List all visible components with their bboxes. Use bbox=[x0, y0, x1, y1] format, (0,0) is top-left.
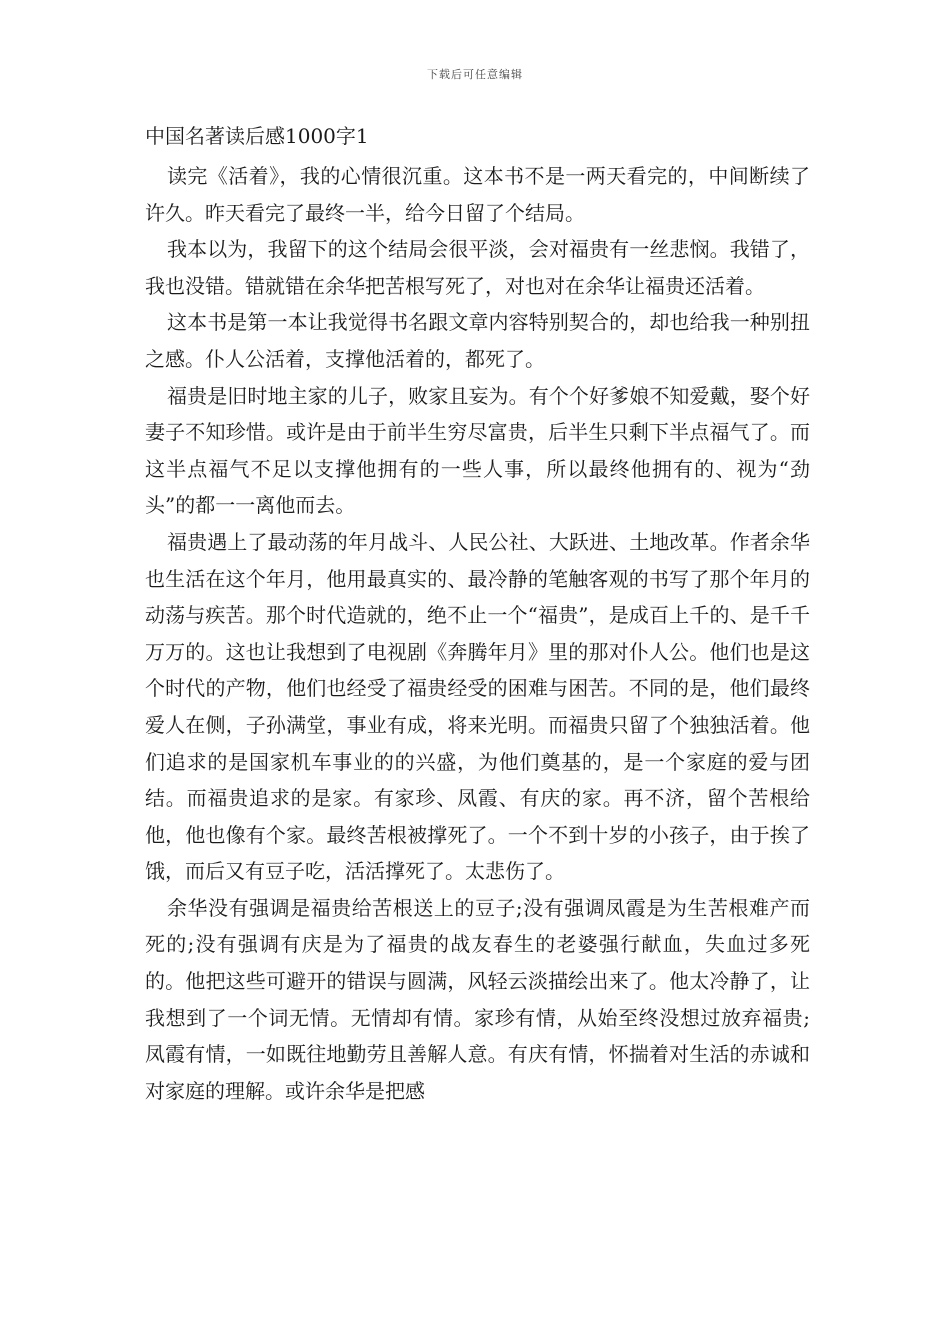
paragraph: 这本书是第一本让我觉得书名跟文章内容特别契合的，却也给我一种别扭之感。仆人公活着，支撑他活着的，都死了。 bbox=[145, 310, 810, 371]
paragraph: 福贵遇上了最动荡的年月战斗、人民公社、大跃进、土地改革。作者余华也生活在这个年月，他用最真实的、最冷静的笔触客观的书写了那个年月的动荡与疾苦。那个时代造就的，绝不止一个“福贵”，是成百上千的、是千千万万的。这也让我想到了电视剧《奔腾年月》里的那对仆人公。他们也是这个时代的产物，他们也经受了福贵经受的困难与困苦。不同的是，他们最终爱人在侧，子孙满堂，事业有成，将来光明。而福贵只留了个独独活着。他们追求的是国家机车事业的的兴盛，为他们奠基的，是一个家庭的爱与团结。而福贵追求的是家。有家珍、凤霞、有庆的家。再不济，留个苦根给他，他也像有个家。最终苦根被撑死了。一个不到十岁的小孩子，由于挨了饿，而后又有豆子吃，活活撑死了。太悲伤了。 bbox=[145, 529, 810, 884]
paragraph: 福贵是旧时地主家的儿子，败家且妄为。有个个好爹娘不知爱戴，娶个好妻子不知珍惜。或许是由于前半生穷尽富贵，后半生只剩下半点福气了。而这半点福气不足以支撑他拥有的一些人事，所以最终他拥有的、视为“劲头”的都一一离他而去。 bbox=[145, 383, 810, 518]
document-title: 中国名著读后感1000字1 bbox=[145, 124, 369, 148]
paragraph: 余华没有强调是福贵给苦根送上的豆子;没有强调凤霞是为生苦根难产而死的;没有强调有庆是为了福贵的战友春生的老婆强行献血，失血过多死的。他把这些可避开的错误与圆满，风轻云淡描绘出来了。他太冷静了，让我想到了一个词无情。无情却有情。家珍有情，从始至终没想过放弃福贵;凤霞有情，一如既往地勤劳且善解人意。有庆有情，怀揣着对生活的赤诚和对家庭的理解。或许余华是把感 bbox=[145, 895, 810, 1103]
header-note: 下载后可任意编辑 bbox=[427, 68, 523, 81]
document-body bbox=[145, 120, 810, 1109]
paragraph: 我本以为，我留下的这个结局会很平淡，会对福贵有一丝悲悯。我错了，我也没错。错就错在余华把苦根写死了，对也对在余华让福贵还活着。 bbox=[145, 237, 810, 298]
paragraph: 读完《活着》，我的心情很沉重。这本书不是一两天看完的，中间断续了许久。昨天看完了最终一半，给今日留了个结局。 bbox=[145, 164, 810, 225]
